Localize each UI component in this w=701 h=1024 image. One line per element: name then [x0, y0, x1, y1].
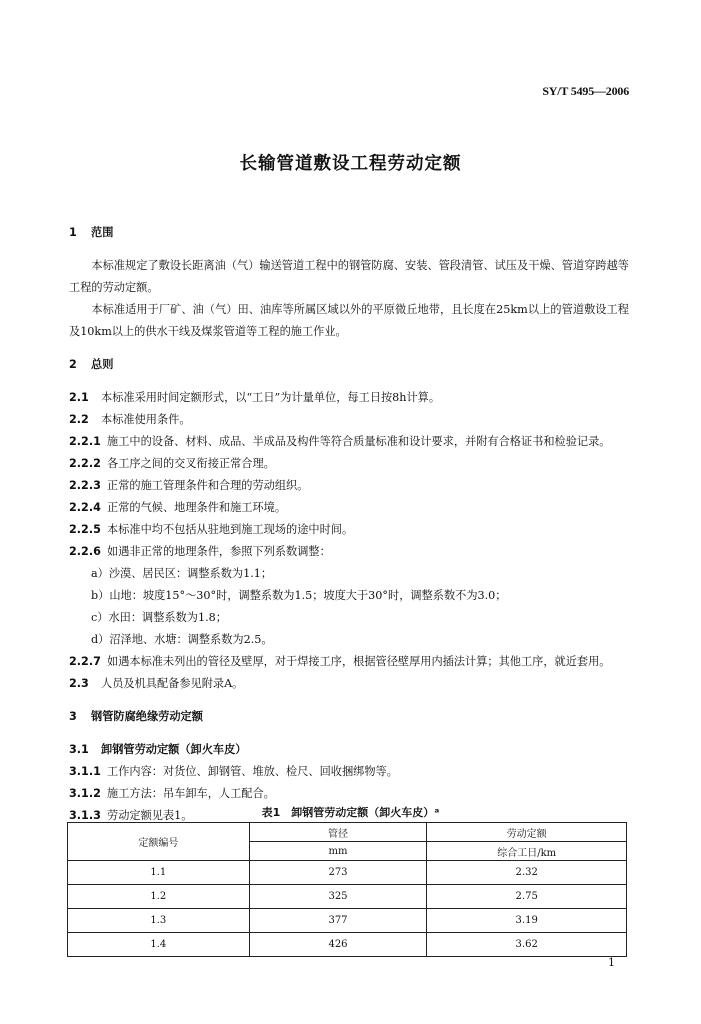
clause-2-2-2: 2.2.2 各工序之间的交叉衔接正常合理。 [69, 457, 275, 470]
page-number: 1 [608, 956, 615, 969]
table-1-caption: 表1 卸钢管劳动定额（卸火车皮）ᵃ [261, 806, 440, 819]
cell-code: 1.1 [68, 861, 250, 885]
clause-2-2-4: 2.2.4 正常的气候、地理条件和施工环境。 [69, 501, 287, 514]
list-item-d: d）沼泽地、水塘：调整系数为2.5。 [91, 633, 273, 646]
cell-quota: 2.32 [427, 861, 627, 885]
clause-3-1-1: 3.1.1 工作内容：对货位、卸钢管、堆放、检尺、回收捆绑物等。 [69, 765, 398, 778]
clause-3-1-2: 3.1.2 施工方法：吊车卸车，人工配合。 [69, 787, 275, 800]
clause-2-2-3: 2.2.3 正常的施工管理条件和合理的劳动组织。 [69, 479, 309, 492]
scope-paragraph-1: 本标准规定了敷设长距离油（气）输送管道工程中的钢管防腐、安装、管段清管、试压及干燥、管道穿跨越等工程的劳动定额。 [69, 259, 629, 294]
header-labor-quota-unit: 综合工日/km [427, 842, 627, 861]
standard-code: SY/T 5495—2006 [542, 84, 629, 98]
section-2-heading: 2 总则 [69, 358, 114, 371]
cell-quota: 2.75 [427, 885, 627, 909]
cell-diameter: 426 [249, 933, 427, 957]
clause-2-2-1: 2.2.1 施工中的设备、材料、成品、半成品及构件等符合质量标准和设计要求，并附有合格证书和检验记录。 [69, 435, 611, 448]
clause-3-1: 3.1 卸钢管劳动定额（卸火车皮） [69, 743, 247, 756]
table-row [68, 933, 627, 957]
cell-diameter: 325 [249, 885, 427, 909]
cell-quota: 3.62 [427, 933, 627, 957]
document-body [69, 222, 629, 827]
cell-diameter: 377 [249, 909, 427, 933]
cell-code: 1.2 [68, 885, 250, 909]
clause-2-2-7: 2.2.7 如遇本标准未列出的管径及壁厚，对于焊接工序，根据管径壁厚用内插法计算；其他工序，就近套用。 [69, 655, 611, 668]
table-row [68, 861, 627, 885]
clause-2-2: 2.2 本标准使用条件。 [69, 413, 191, 426]
list-item-c: c）水田：调整系数为1.8； [91, 611, 227, 624]
table-row [68, 909, 627, 933]
cell-quota: 3.19 [427, 909, 627, 933]
list-item-b: b）山地：坡度15°～30°时，调整系数为1.5；坡度大于30°时，调整系数不为3.0； [91, 589, 507, 602]
document-title: 长输管道敷设工程劳动定额 [239, 154, 462, 174]
table-row [68, 885, 627, 909]
clause-3-1-3: 3.1.3 劳动定额见表1。 [69, 809, 193, 822]
section-1-heading: 1 范围 [69, 226, 114, 239]
list-item-a: a）沙漠、居民区：调整系数为1.1； [91, 567, 273, 580]
clause-2-1: 2.1 本标准采用时间定额形式，以“工日”为计量单位，每工日按8h计算。 [69, 391, 441, 404]
cell-code: 1.3 [68, 909, 250, 933]
clause-2-2-6: 2.2.6 如遇非正常的地理条件，参照下列系数调整： [69, 545, 331, 558]
header-labor-quota: 劳动定额 [427, 823, 627, 842]
header-diameter: 管径 [249, 823, 427, 842]
clause-2-3: 2.3 人员及机具配备参见附录A。 [69, 677, 244, 690]
clause-2-2-5: 2.2.5 本标准中均不包括从驻地到施工现场的途中时间。 [69, 523, 354, 536]
cell-code: 1.4 [68, 933, 250, 957]
cell-diameter: 273 [249, 861, 427, 885]
section-3-heading: 3 钢管防腐绝缘劳动定额 [69, 710, 203, 723]
header-quota-code: 定额编号 [68, 823, 250, 861]
scope-paragraph-2: 本标准适用于厂矿、油（气）田、油库等所属区域以外的平原微丘地带，且长度在25km以上的管道敷设工程及10km以上的供水干线及煤浆管道等工程的施工作业。 [69, 303, 629, 338]
table-1 [67, 822, 627, 957]
header-diameter-unit: mm [249, 842, 427, 861]
